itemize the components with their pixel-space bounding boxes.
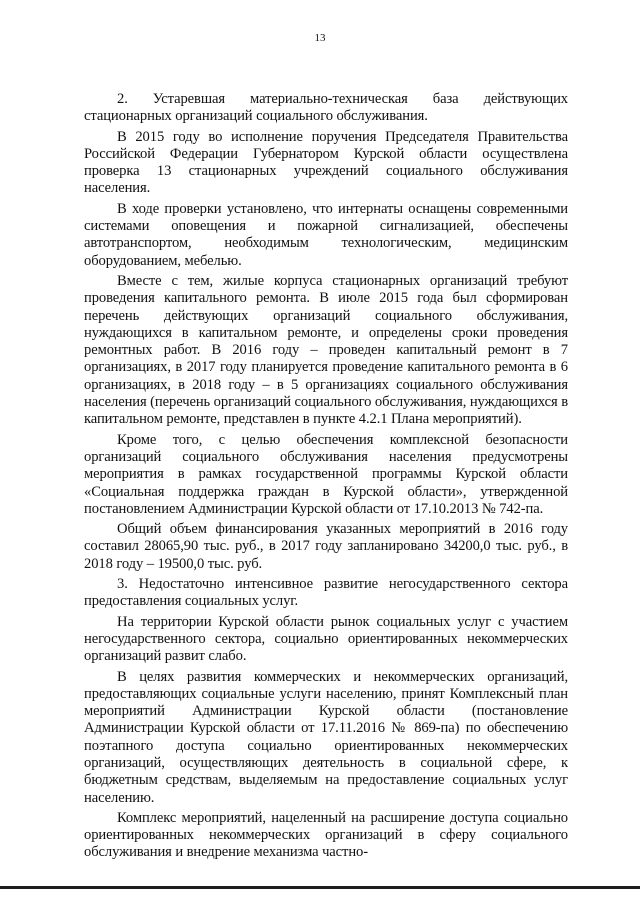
paragraph-nonstate-sector-heading: 3. Недостаточно интенсивное развитие негосударственного сектора предоставления социальных услуг.	[84, 576, 568, 610]
paragraph-market-weak: На территории Курской области рынок социальных услуг с участием негосударственного сектора, социально ориентированных некоммерческих организаций развит слабо.	[84, 613, 568, 665]
paragraph-outdated-facilities-heading: 2. Устаревшая материально-техническая база действующих стационарных организаций социального обслуживания.	[84, 91, 568, 125]
paragraph-safety-program: Кроме того, с целью обеспечения комплексной безопасности организаций социального обслуживания населения предусмотрены мероприятия в рамках государственной программы Курской области «Социальная поддержка граждан в Курской области», утвержденной постановлением Администрации Курской области от 17.10.2013 № 742-па.	[84, 431, 568, 517]
document-body	[84, 91, 568, 865]
page-bottom-edge	[0, 886, 640, 889]
paragraph-inspection-2015: В 2015 году во исполнение поручения Председателя Правительства Российской Федерации Губернатором Курской области осуществлена проверка 13 стационарных учреждений социального обслуживания населения.	[84, 128, 568, 197]
paragraph-comprehensive-plan: В целях развития коммерческих и некоммерческих организаций, предоставляющих социальные услуги населению, принят Комплексный план мероприятий Администрации Курской области (постановление Администрации Курской области от 17.11.2016 № 869-па) по обеспечению поэтапного доступа социально ориентированных некоммерческих организаций, осуществляющих деятельность в социальной сфере, к бюджетным средствам, выделяемым на предоставление социальных услуг населению.	[84, 668, 568, 806]
page-number: 13	[314, 32, 326, 44]
paragraph-measures-complex: Комплекс мероприятий, нацеленный на расширение доступа социально ориентированных некоммерческих организаций в сферу социального обслуживания и внедрение механизма частно-	[84, 809, 568, 861]
paragraph-capital-repair: Вместе с тем, жилые корпуса стационарных организаций требуют проведения капитального ремонта. В июле 2015 года был сформирован перечень действующих организаций социального обслуживания, нуждающихся в капитальном ремонте, и определены сроки проведения ремонтных работ. В 2016 году – проведен капитальный ремонт в 7 организациях, в 2017 году планируется проведение капитального ремонта в 6 организациях, в 2018 году – в 5 организациях социального обслуживания населения (перечень организаций социального обслуживания, нуждающихся в капитальном ремонте, представлен в пункте 4.2.1 Плана мероприятий).	[84, 272, 568, 428]
paragraph-financing: Общий объем финансирования указанных мероприятий в 2016 году составил 28065,90 тыс. руб., в 2017 году запланировано 34200,0 тыс. руб., в 2018 году – 19500,0 тыс. руб.	[84, 521, 568, 572]
paragraph-inspection-findings: В ходе проверки установлено, что интернаты оснащены современными системами оповещения и пожарной сигнализацией, обеспечены автотранспортом, необходимым технологическим, медицинским оборудованием, мебелью.	[84, 200, 568, 269]
